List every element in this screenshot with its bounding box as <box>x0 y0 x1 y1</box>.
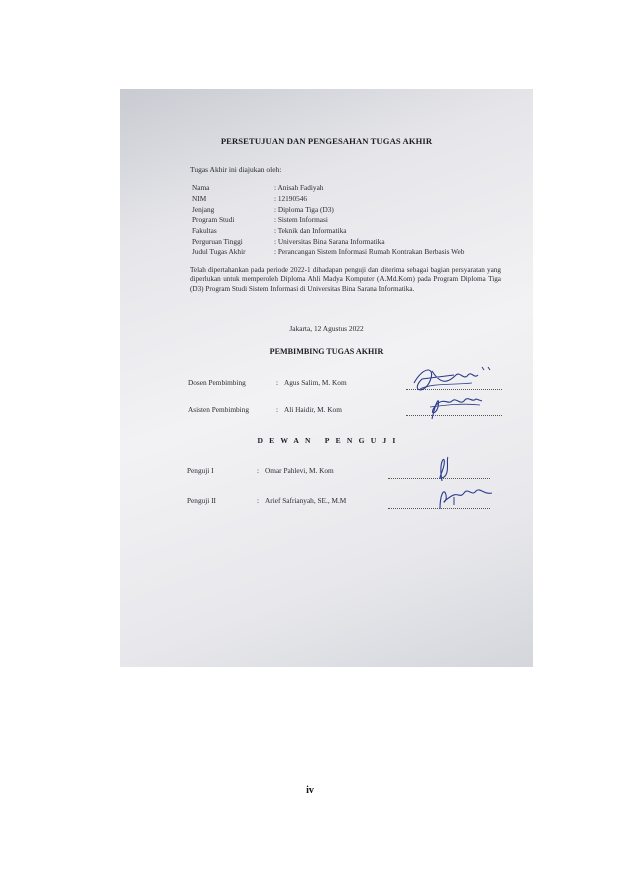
approval-paragraph: Telah dipertahankan pada periode 2022-1 dihadapan penguji dan diterima sebagai bagian persyaratan yang diperlukan untuk memperoleh Diploma Ahli Madya Komputer (A.Md.Kom) pada Program Diploma Tiga (D3) Program Studi Sistem Informasi di Universitas Bina Sarana Informatika. <box>190 266 501 293</box>
advisor-name: Agus Salim, M. Kom <box>284 378 347 387</box>
scanned-approval-page <box>120 89 533 667</box>
advisor-label: Asisten Pembimbing <box>188 405 250 414</box>
field-row-jenjang <box>192 205 529 214</box>
field-value: : Sistem Informasi <box>274 215 328 224</box>
colon: : <box>257 496 260 505</box>
intro-text: Tugas Akhir ini diajukan oleh: <box>190 165 282 174</box>
field-label: Jenjang <box>192 205 215 214</box>
examiner-signature <box>426 451 498 513</box>
field-label: Fakultas <box>192 226 217 235</box>
field-row-perguruan-tinggi <box>192 237 529 246</box>
field-row-nim <box>192 194 529 203</box>
field-label: Nama <box>192 183 210 192</box>
advisor-row <box>188 378 347 387</box>
document-title: PERSETUJUAN DAN PENGESAHAN TUGAS AKHIR <box>220 136 433 146</box>
colon: : <box>276 405 279 414</box>
examiner-name: Omar Pahlevi, M. Kom <box>265 466 334 475</box>
field-row-program-studi <box>192 215 529 224</box>
field-row-nama <box>192 183 529 192</box>
examiner-row <box>187 466 334 475</box>
examiner-label: Penguji II <box>187 496 216 505</box>
advisor-heading: PEMBIMBING TUGAS AKHIR <box>269 347 384 356</box>
colon: : <box>276 378 279 387</box>
field-value: : Universitas Bina Sarana Informatika <box>274 237 385 246</box>
field-value: : Teknik dan Informatika <box>274 226 347 235</box>
field-label: NIM <box>192 194 207 203</box>
examiner-name: Arief Safrianyah, SE., M.M <box>265 496 347 505</box>
field-label: Program Studi <box>192 215 235 224</box>
field-value: : Diploma Tiga (D3) <box>274 205 334 214</box>
field-label: Judul Tugas Akhir <box>192 247 246 256</box>
field-label: Perguruan Tinggi <box>192 237 243 246</box>
page-number: iv <box>306 785 314 796</box>
field-row-judul <box>192 247 529 256</box>
advisor-signature <box>402 361 502 423</box>
field-value: : Anisah Fadiyah <box>274 183 324 192</box>
assistant-advisor-row <box>188 405 342 414</box>
colon: : <box>257 466 260 475</box>
field-row-fakultas <box>192 226 529 235</box>
examiner-heading: DEWAN PENGUJI <box>257 436 402 445</box>
field-value: : Perancangan Sistem Informasi Rumah Kontrakan Berbasis Web <box>274 247 465 256</box>
examiner-row <box>187 496 346 505</box>
field-value: : 12190546 <box>274 194 308 203</box>
examiner-label: Penguji I <box>187 466 214 475</box>
approval-date: Jakarta, 12 Agustus 2022 <box>289 324 364 333</box>
advisor-label: Dosen Pembimbing <box>188 378 246 387</box>
advisor-name: Ali Haidir, M. Kom <box>284 405 342 414</box>
